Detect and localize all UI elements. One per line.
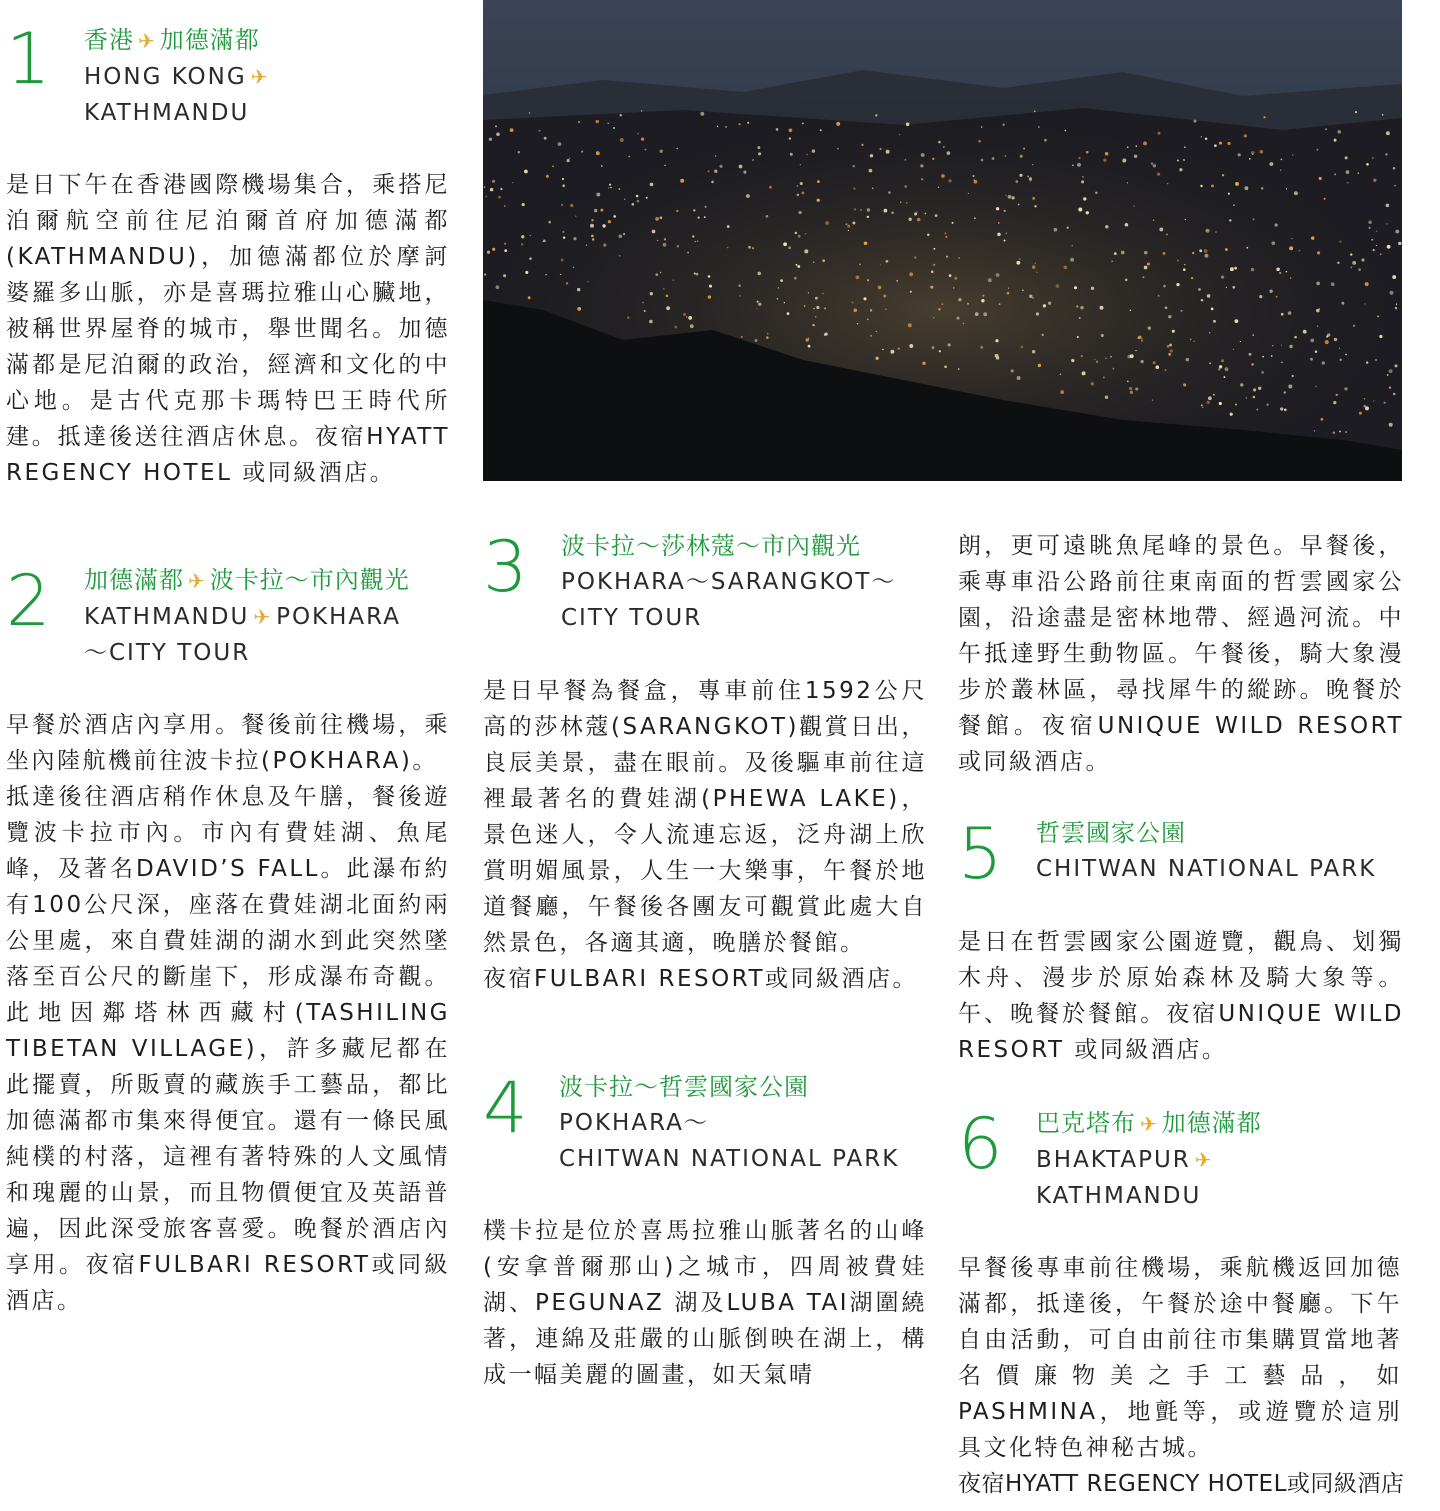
route-en: POKHARA～SARANGKOT～ bbox=[561, 569, 897, 595]
from-zh: 加德滿都 bbox=[84, 566, 184, 594]
to-en: POKHARA bbox=[276, 604, 401, 630]
plane-arrow-icon: ✈ bbox=[253, 605, 273, 629]
route-en: CHITWAN NATIONAL PARK bbox=[1036, 856, 1377, 882]
plane-arrow-icon: ✈ bbox=[1140, 1112, 1158, 1136]
day-1-body bbox=[6, 167, 450, 491]
paragraph: 朗，更可遠眺魚尾峰的景色。早餐後，乘專車沿公路前往東南面的哲雲國家公園，沿途盡是密林地帶、經過河流。中午抵達野生動物區。午餐後，騎大象漫步於叢林區，尋找犀牛的縱跡。晚餐於餐館。夜宿UNIQUE WILD RESORT 或同級酒店。 bbox=[958, 533, 1404, 775]
to-en-cont: ～CITY TOUR bbox=[84, 640, 251, 666]
day-header bbox=[1036, 815, 1376, 887]
paragraph: 早餐於酒店內享用。餐後前往機場，乘坐內陸航機前往波卡拉(POKHARA)。 bbox=[6, 712, 450, 774]
plane-arrow-icon: ✈ bbox=[250, 65, 270, 89]
day-number: 6 bbox=[958, 1103, 1003, 1185]
to-en: KATHMANDU bbox=[84, 100, 250, 126]
day-header bbox=[559, 1069, 899, 1177]
day-number: 2 bbox=[6, 560, 51, 642]
day-6-body bbox=[958, 1250, 1405, 1502]
from-en: KATHMANDU bbox=[84, 604, 250, 630]
paragraph: 抵達後往酒店稍作休息及午膳，餐後遊覽波卡拉市內。市內有費娃湖、魚尾峰，及著名DAVID’S FALL。此瀑布約有100公尺深，座落在費娃湖北面約兩公里處，來自費娃湖的湖水到此突然墜落至百公尺的斷崖下，形成瀑布奇觀。此地因鄰塔林西藏村(TASHILING TIBETAN VILLAGE)，許多藏尼都在此擺賣，所販賣的藏族手工藝品，都比加德滿都市集來得便宜。還有一條民風純樸的村落，這裡有著特殊的人文風情和瑰麗的山景，而且物價便宜及英語普遍，因此深受旅客喜愛。晚餐於酒店內享用。夜宿FULBARI RESORT或同級酒店。 bbox=[6, 784, 450, 1314]
route-zh: 波卡拉～莎林蔻～市內觀光 bbox=[561, 532, 861, 560]
paragraph: 夜宿HYATT REGENCY HOTEL或同級酒店 bbox=[958, 1471, 1405, 1497]
paragraph: 樸卡拉是位於喜馬拉雅山脈著名的山峰(安拿普爾那山)之城市，四周被費娃湖、PEGUNAZ 湖及LUBA TAI湖圍繞著，連綿及莊嚴的山脈倒映在湖上，構成一幅美麗的圖畫，如天氣晴 bbox=[483, 1218, 927, 1388]
day-4-body bbox=[483, 1213, 927, 1393]
day-4-body-continued bbox=[958, 528, 1404, 780]
day-2-body bbox=[6, 707, 450, 1319]
day-header bbox=[561, 528, 896, 636]
from-zh: 巴克塔布 bbox=[1036, 1109, 1136, 1137]
to-zh: 加德滿都 bbox=[1161, 1109, 1262, 1137]
city-night-illustration bbox=[483, 0, 1402, 481]
paragraph: 是日下午在香港國際機場集合，乘搭尼泊爾航空前往尼泊爾首府加德滿都(KATHMANDU)，加德滿都位於摩訶婆羅多山脈，亦是喜瑪拉雅山心臟地，被稱世界屋脊的城市，舉世聞名。加德滿都是尼泊爾的政治，經濟和文化的中心地。是古代克那卡瑪特巴王時代所建。抵達後送往酒店休息。夜宿HYATT REGENCY HOTEL 或同級酒店。 bbox=[6, 172, 450, 486]
to-en: KATHMANDU bbox=[1036, 1183, 1202, 1209]
day-3-body bbox=[483, 673, 927, 997]
to-zh: 加德滿都 bbox=[159, 26, 260, 54]
plane-arrow-icon: ✈ bbox=[138, 29, 156, 53]
route-en-cont: CITY TOUR bbox=[561, 605, 703, 631]
day-5-body bbox=[958, 924, 1404, 1068]
route-en-cont: CHITWAN NATIONAL PARK bbox=[559, 1146, 900, 1172]
day-number: 3 bbox=[483, 526, 528, 608]
plane-arrow-icon: ✈ bbox=[188, 569, 206, 593]
paragraph: 夜宿FULBARI RESORT或同級酒店。 bbox=[483, 966, 919, 992]
day-header bbox=[84, 22, 273, 131]
paragraph: 是日早餐為餐盒，專車前住1592公尺高的莎林蔻(SARANGKOT)觀賞日出，良辰美景，盡在眼前。及後驅車前往這裡最著名的費娃湖(PHEWA LAKE)，景色迷人，令人流連忘返，泛舟湖上欣賞明媚風景，人生一大樂事，午餐於地道餐廳，午餐後各團友可觀賞此處大自然景色，各適其適，晚膳於餐館。 bbox=[483, 678, 927, 956]
plane-arrow-icon: ✈ bbox=[1194, 1148, 1214, 1172]
from-en: BHAKTAPUR bbox=[1036, 1147, 1191, 1173]
route-en: POKHARA～ bbox=[559, 1110, 709, 1136]
paragraph: 早餐後專車前往機場，乘航機返回加德滿都，抵達後，午餐於途中餐廳。下午自由活動，可自由前往市集購買當地著名價廉物美之手工藝品，如PASHMINA，地氈等，或遊覽於這別具文化特色神秘古城。 bbox=[958, 1255, 1402, 1461]
day-number: 1 bbox=[6, 18, 51, 100]
route-zh: 波卡拉～哲雲國家公園 bbox=[559, 1073, 809, 1101]
kathmandu-night-photo bbox=[483, 0, 1402, 481]
from-en: HONG KONG bbox=[84, 64, 247, 90]
day-header bbox=[84, 562, 410, 671]
route-zh: 哲雲國家公園 bbox=[1036, 819, 1186, 847]
day-number: 5 bbox=[958, 813, 1003, 895]
day-number: 4 bbox=[483, 1067, 528, 1149]
day-header bbox=[1036, 1105, 1262, 1214]
paragraph: 是日在哲雲國家公園遊覽，觀鳥、划獨木舟、漫步於原始森林及騎大象等。午、晚餐於餐館。夜宿UNIQUE WILD RESORT 或同級酒店。 bbox=[958, 929, 1404, 1063]
from-zh: 香港 bbox=[84, 26, 134, 54]
to-zh: 波卡拉～市內觀光 bbox=[209, 566, 410, 594]
